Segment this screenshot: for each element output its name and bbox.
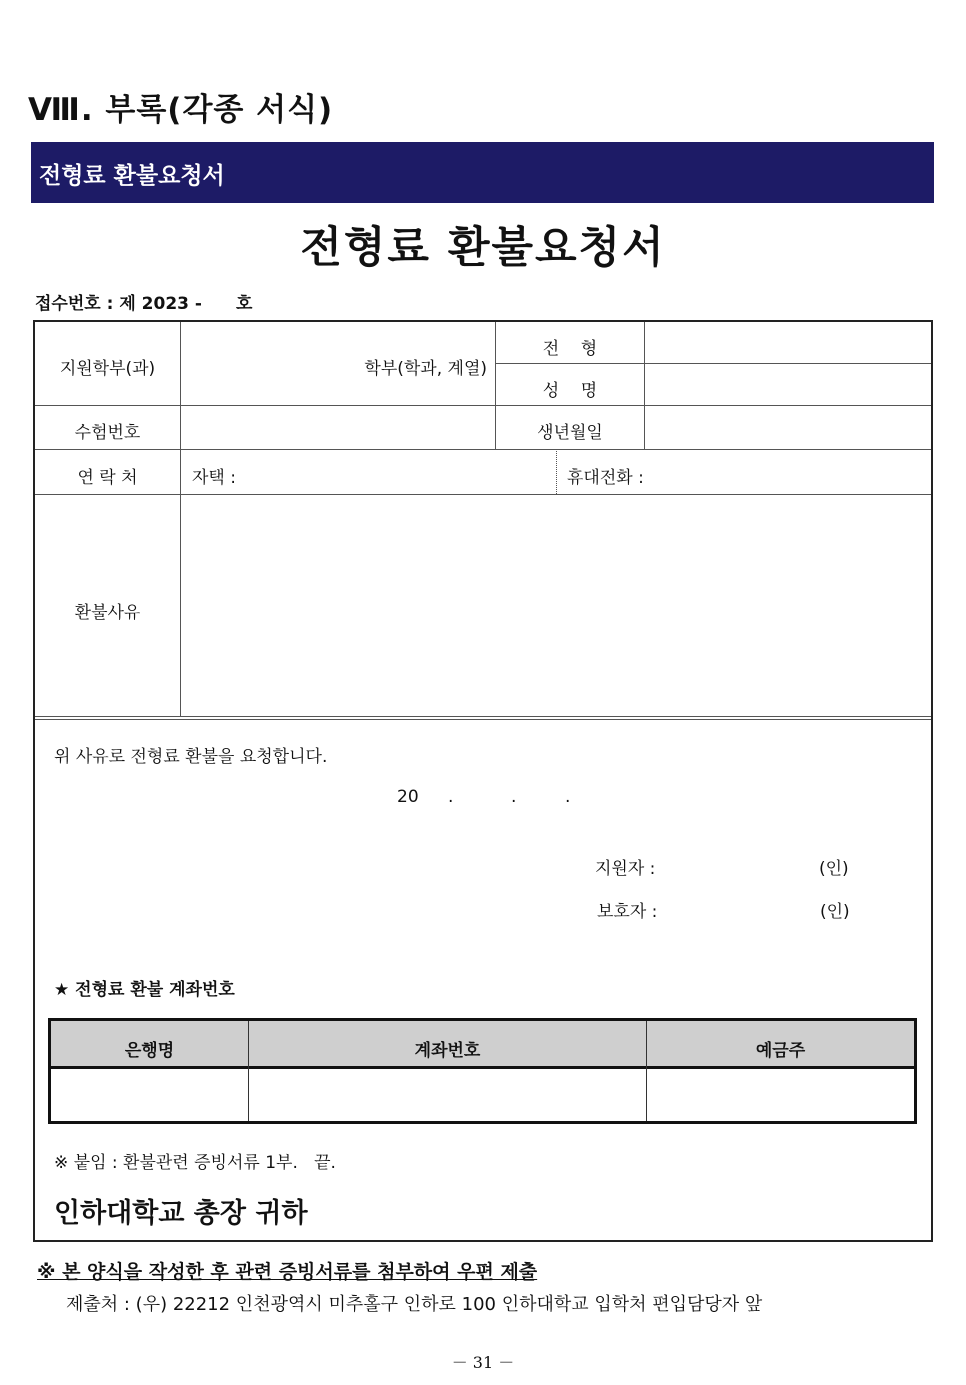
guardian-label: 보호자 :: [597, 902, 658, 922]
dotted-divider: [556, 449, 557, 494]
guardian-seal: (인): [820, 902, 850, 922]
double-divider: [35, 716, 931, 720]
attachment-note: ※ 붙임 : 환불관련 증빙서류 1부. 끝.: [54, 1153, 336, 1173]
birth-date-field[interactable]: [645, 406, 931, 449]
name-field[interactable]: [645, 364, 931, 405]
bank-name-field[interactable]: [51, 1072, 248, 1121]
date-dot: .: [565, 787, 571, 807]
receipt-number: [35, 289, 252, 314]
applicant-label: 지원자 :: [595, 859, 656, 879]
divider-line: [35, 449, 931, 450]
refund-reason-label: 환불사유: [74, 603, 141, 623]
contact-label: 연 락 처: [77, 468, 138, 488]
refund-reason-field[interactable]: [181, 495, 931, 715]
home-phone-label: 자택 :: [192, 468, 236, 488]
receipt-suffix: 호: [235, 294, 253, 314]
name-label: 성 명: [542, 381, 598, 401]
account-holder-field[interactable]: [647, 1072, 914, 1121]
page-number: － 31 －: [451, 1353, 515, 1372]
department-label: 지원학부(과): [59, 359, 156, 379]
applicant-seal: (인): [819, 859, 849, 879]
form-banner: 전형료 환불요청서: [31, 142, 934, 203]
exam-number-field[interactable]: [181, 406, 495, 449]
column-account-holder: 예금주: [755, 1041, 806, 1061]
account-number-field[interactable]: [249, 1072, 646, 1121]
exam-type-field[interactable]: [645, 322, 931, 363]
submission-address: 제출처 : (우) 22212 인천광역시 미추홀구 인하로 100 인하대학교 입학처 편입담당자 앞: [66, 1294, 763, 1315]
account-table: [48, 1018, 917, 1124]
date-year: 20: [397, 787, 419, 807]
account-table-header: [51, 1021, 914, 1069]
section-heading: Ⅷ. 부록(각종 서식): [28, 92, 334, 128]
form-title: 전형료 환불요청서: [300, 223, 666, 273]
request-statement: 위 사유로 전형료 환불을 요청합니다.: [54, 747, 328, 767]
refund-request-form: [33, 320, 933, 1242]
column-account-number: 계좌번호: [414, 1041, 481, 1061]
exam-number-label: 수험번호: [74, 423, 141, 443]
date-dot: .: [448, 787, 454, 807]
receipt-label: 접수번호 : 제 2023 -: [35, 294, 202, 314]
column-bank-name: 은행명: [124, 1041, 175, 1061]
mobile-phone-label: 휴대전화 :: [567, 468, 644, 488]
department-suffix: 학부(학과, 계열): [364, 359, 487, 379]
account-heading: ★ 전형료 환불 계좌번호: [54, 980, 235, 1000]
exam-type-label: 전 형: [542, 339, 598, 359]
addressee: 인하대학교 총장 귀하: [54, 1198, 308, 1229]
birth-date-label: 생년월일: [537, 423, 603, 443]
date-dot: .: [511, 787, 517, 807]
submission-note: ※ 본 양식을 작성한 후 관련 증빙서류를 첨부하여 우편 제출: [37, 1261, 538, 1283]
